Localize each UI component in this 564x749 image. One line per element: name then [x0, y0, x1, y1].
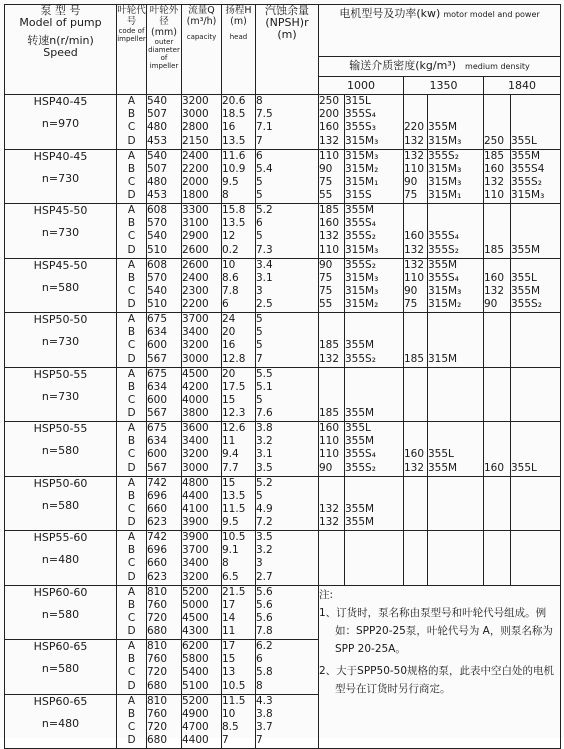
motor-power	[319, 531, 345, 586]
head-values: 11.6 10.9 9.5 8	[222, 149, 256, 204]
pump-model: HSP60-65	[33, 640, 88, 653]
impeller-diameters: 810 760 720 680	[147, 585, 182, 640]
motor-power: 160 110 110 90	[319, 422, 345, 477]
impeller-diameters: 608 570 540 510	[147, 204, 182, 259]
impeller-codes: A B C D	[117, 531, 147, 586]
motor-power: 110 90 75 55	[319, 149, 345, 204]
motor-power: 160 132 90	[484, 258, 511, 313]
motor-model: 355M 355M	[345, 476, 404, 531]
pump-group-row	[5, 258, 561, 313]
flow-values: 2400 2200 2000 1800	[182, 149, 222, 204]
motor-power: 90 75 75 55	[319, 258, 345, 313]
head-header: 扬程H (m) head	[222, 5, 256, 95]
pump-model-cell	[5, 422, 117, 477]
pump-model-cell	[5, 694, 117, 749]
pump-model: HSP45-50	[33, 204, 88, 217]
pump-group-row	[5, 367, 561, 422]
motor-model: 355M	[511, 204, 561, 259]
head-values: 15.8 13.5 12 0.2	[222, 204, 256, 259]
motor-model	[428, 531, 484, 586]
pump-group-row	[5, 531, 561, 586]
head-values: 17 15 13 10.5	[222, 640, 256, 695]
npsh-values: 3.8 3.2 3.1 3.5	[256, 422, 319, 477]
impeller-diameters: 540 507 480 453	[147, 149, 182, 204]
pump-speed: n=580	[41, 607, 80, 621]
motor-model: 355L 355M 355S₄ 355S₂	[345, 422, 404, 477]
motor-power	[484, 476, 511, 531]
pump-group-row	[5, 313, 561, 368]
npsh-values: 5.6 5.6 5.6 7.8	[256, 585, 319, 640]
motor-model	[511, 476, 561, 531]
impeller-diameters: 742 696 660 623	[147, 476, 182, 531]
motor-power: 185	[319, 367, 345, 422]
pump-model: HSP50-60	[33, 476, 88, 490]
motor-model: 315M₃ 315M₂ 315M₁ 315S	[345, 149, 404, 204]
flow-values: 3300 3100 2900 2600	[182, 204, 222, 259]
flow-values: 5200 4900 4700 4400	[182, 694, 222, 749]
impeller-diameters: 675 634 600 567	[147, 367, 182, 422]
pump-model: HSP40-45	[33, 149, 88, 163]
flow-values: 3600 3400 3200 3000	[182, 422, 222, 477]
npsh-header: 汽蚀余量 (NPSH)r (m)	[256, 5, 319, 95]
npsh-values: 3.4 3.1 3 2.5	[256, 258, 319, 313]
pump-speed: n=580	[41, 498, 80, 512]
flow-values: 3700 3400 3200 3000	[182, 313, 222, 368]
motor-power	[484, 367, 511, 422]
motor-power: 185 132	[319, 313, 345, 368]
motor-model: 355L	[511, 422, 561, 477]
npsh-values: 8 7.5 7.1 7	[256, 95, 319, 150]
impeller-diameters: 675 634 600 567	[147, 313, 182, 368]
pump-model: HSP40-45	[33, 95, 88, 108]
flow-values: 4500 4200 4000 3800	[182, 367, 222, 422]
pump-model-cell	[5, 367, 117, 422]
motor-model: 355S₄ 355S₂	[428, 204, 484, 259]
motor-model: 355M 355S4 355S₂ 315M₃	[511, 149, 561, 204]
motor-power	[404, 367, 428, 422]
impeller-codes: A B C D	[117, 367, 147, 422]
pump-model: HSP50-50	[33, 313, 88, 326]
motor-power: 160 132	[404, 422, 428, 477]
impeller-codes: A B C D	[117, 422, 147, 477]
impeller-codes: A B C D	[117, 694, 147, 749]
pump-model-cell	[5, 640, 117, 695]
motor-power: 185	[484, 204, 511, 259]
npsh-values: 6.2 6 5.8 8	[256, 640, 319, 695]
head-values: 11.5 10 8.5 7	[222, 694, 256, 749]
impeller-code-header: 叶轮代号 code of impeller	[117, 5, 147, 95]
head-values: 10 8.6 7.8 6	[222, 258, 256, 313]
pump-speed: n=730	[41, 389, 80, 403]
pump-model-cell	[5, 95, 117, 150]
pump-speed: n=970	[41, 117, 80, 130]
pump-group-row	[5, 204, 561, 259]
motor-header: 电机型号及功率(kw) motor model and power	[319, 5, 561, 57]
impeller-codes: A B C D	[117, 95, 147, 150]
motor-power	[484, 531, 511, 586]
header-row-1	[5, 5, 561, 57]
pump-speed: n=730	[41, 335, 80, 348]
head-values: 10.5 9.1 8 6.5	[222, 531, 256, 586]
pump-group-row	[5, 149, 561, 204]
flow-values: 6200 5800 5400 5100	[182, 640, 222, 695]
flow-values: 2600 2400 2300 2200	[182, 258, 222, 313]
impeller-codes: A B C D	[117, 476, 147, 531]
motor-power	[404, 476, 428, 531]
impeller-diameters: 742 696 660 623	[147, 531, 182, 586]
impeller-codes: A B C D	[117, 258, 147, 313]
impeller-diameters: 810 760 720 680	[147, 694, 182, 749]
density-1350: 1350	[404, 77, 484, 95]
head-values: 12.6 11 9.4 7.7	[222, 422, 256, 477]
motor-model	[511, 313, 561, 368]
pump-model-header: 泵 型 号 Model of pump 转速n(r/min) Speed	[5, 5, 117, 95]
motor-power: 132 110 90 75	[404, 149, 428, 204]
density-1840: 1840	[484, 77, 561, 95]
note-2: 2、大于SPP50-50规格的泵，此表中空白处的电机型号在订货时另行商定。	[319, 664, 555, 695]
pump-group-row	[5, 476, 561, 531]
impeller-codes: A B C D	[117, 204, 147, 259]
pump-model-cell	[5, 149, 117, 204]
density-header: 输送介质密度(kg/m³) medium density	[319, 57, 561, 77]
motor-power: 250 200 160 132	[319, 95, 345, 150]
impeller-codes: A B C D	[117, 585, 147, 640]
npsh-values: 3.5 3.2 3 2.7	[256, 531, 319, 586]
motor-model: 355L 355M 355S₂	[511, 258, 561, 313]
pump-speed: n=730	[41, 226, 80, 239]
notes-title: 注:	[319, 588, 334, 601]
motor-power: 220 132	[404, 95, 428, 150]
motor-model: 355S₂ 315M₃ 315M₃ 315M₁	[428, 149, 484, 204]
npsh-values: 5.2 5 4.9 7.2	[256, 476, 319, 531]
impeller-diameters: 810 760 720 680	[147, 640, 182, 695]
pump-group-row	[5, 95, 561, 150]
pump-model: HSP60-65	[33, 694, 88, 708]
pump-model-cell	[5, 531, 117, 586]
motor-power	[484, 313, 511, 368]
impeller-codes: A B C D	[117, 640, 147, 695]
npsh-values: 5.2 6 5 7.3	[256, 204, 319, 259]
head-values: 15 13.5 11.5 9.5	[222, 476, 256, 531]
motor-power: 160	[484, 422, 511, 477]
density-1000: 1000	[319, 77, 404, 95]
pump-performance-table	[4, 4, 561, 749]
pump-model: HSP60-60	[33, 585, 88, 599]
motor-power: 185	[404, 313, 428, 368]
impeller-diameters: 608 570 540 510	[147, 258, 182, 313]
pump-model-cell	[5, 204, 117, 259]
motor-model: 355M 355S₄ 355S₂ 315M₃	[345, 204, 404, 259]
motor-model: 315M	[428, 313, 484, 368]
pump-model: HSP50-55	[33, 367, 88, 381]
motor-model	[345, 531, 404, 586]
pump-model-cell	[5, 313, 117, 368]
note-1: 1、订货时，泵名称由泵型号和叶轮代号组成。例如：SPP20-25泵，叶轮代号为 A，则泵名称为SPP 20-25A。	[319, 606, 553, 655]
pump-speed: n=730	[41, 171, 80, 185]
pump-speed: n=580	[41, 662, 80, 675]
motor-model	[428, 367, 484, 422]
impeller-diameter-header: 叶轮外径(mm) outer diameter of impeller	[147, 5, 182, 95]
motor-model: 315L 355S₄ 355S₃ 315M₃	[345, 95, 404, 150]
impeller-diameters: 540 507 480 453	[147, 95, 182, 150]
motor-model	[428, 476, 484, 531]
motor-model: 355M	[345, 367, 404, 422]
motor-power: 132 132	[319, 476, 345, 531]
flow-values: 3200 3000 2800 2150	[182, 95, 222, 150]
flow-values: 5200 5000 4500 4300	[182, 585, 222, 640]
pump-model: HSP45-50	[33, 258, 88, 272]
pump-model-cell	[5, 585, 117, 640]
head-values: 20 17.5 15 12.3	[222, 367, 256, 422]
pump-model-cell	[5, 258, 117, 313]
motor-model: 355M 355S₄ 315M₃ 315M₂	[428, 258, 484, 313]
npsh-values: 5.5 5.1 5 7.6	[256, 367, 319, 422]
pump-model-cell	[5, 476, 117, 531]
flow-values: 3900 3700 3400 3200	[182, 531, 222, 586]
pump-model: HSP55-60	[33, 531, 88, 544]
pump-speed: n=480	[41, 716, 80, 730]
motor-model: 355M 315M₃	[428, 95, 484, 150]
npsh-values: 5 5 5 7	[256, 313, 319, 368]
pump-group-row	[5, 585, 561, 640]
flow-header: 流量Q (m³/h) capacity	[182, 5, 222, 95]
pump-speed: n=580	[41, 280, 80, 294]
motor-model: 355L 355M	[428, 422, 484, 477]
motor-power: 160 132	[404, 204, 428, 259]
motor-model	[511, 531, 561, 586]
motor-power: 185 160 132 110	[319, 204, 345, 259]
motor-model: 355M 355S₂	[345, 313, 404, 368]
head-values: 21.5 17 14 11	[222, 585, 256, 640]
motor-model: 355L	[511, 95, 561, 150]
pump-speed: n=480	[41, 553, 80, 566]
head-values: 24 20 16 12.8	[222, 313, 256, 368]
motor-power	[404, 531, 428, 586]
motor-power: 250	[484, 95, 511, 150]
npsh-values: 4.3 3.8 3.7 7	[256, 694, 319, 749]
groups-body	[5, 95, 561, 749]
pump-model: HSP50-55	[33, 422, 88, 435]
flow-values: 4800 4400 4100 3900	[182, 476, 222, 531]
pump-group-row	[5, 422, 561, 477]
impeller-codes: A B C D	[117, 149, 147, 204]
impeller-diameters: 675 634 600 567	[147, 422, 182, 477]
head-values: 20.6 18.5 16 13.5	[222, 95, 256, 150]
motor-power: 132 110 90 75	[404, 258, 428, 313]
motor-power: 185 160 132 110	[484, 149, 511, 204]
impeller-codes: A B C D	[117, 313, 147, 368]
pump-speed: n=580	[41, 444, 80, 457]
motor-model: 355S₂ 315M₃ 315M₃ 315M₂	[345, 258, 404, 313]
npsh-values: 6 5.4 5 5	[256, 149, 319, 204]
motor-model	[511, 367, 561, 422]
notes-cell	[319, 585, 561, 749]
